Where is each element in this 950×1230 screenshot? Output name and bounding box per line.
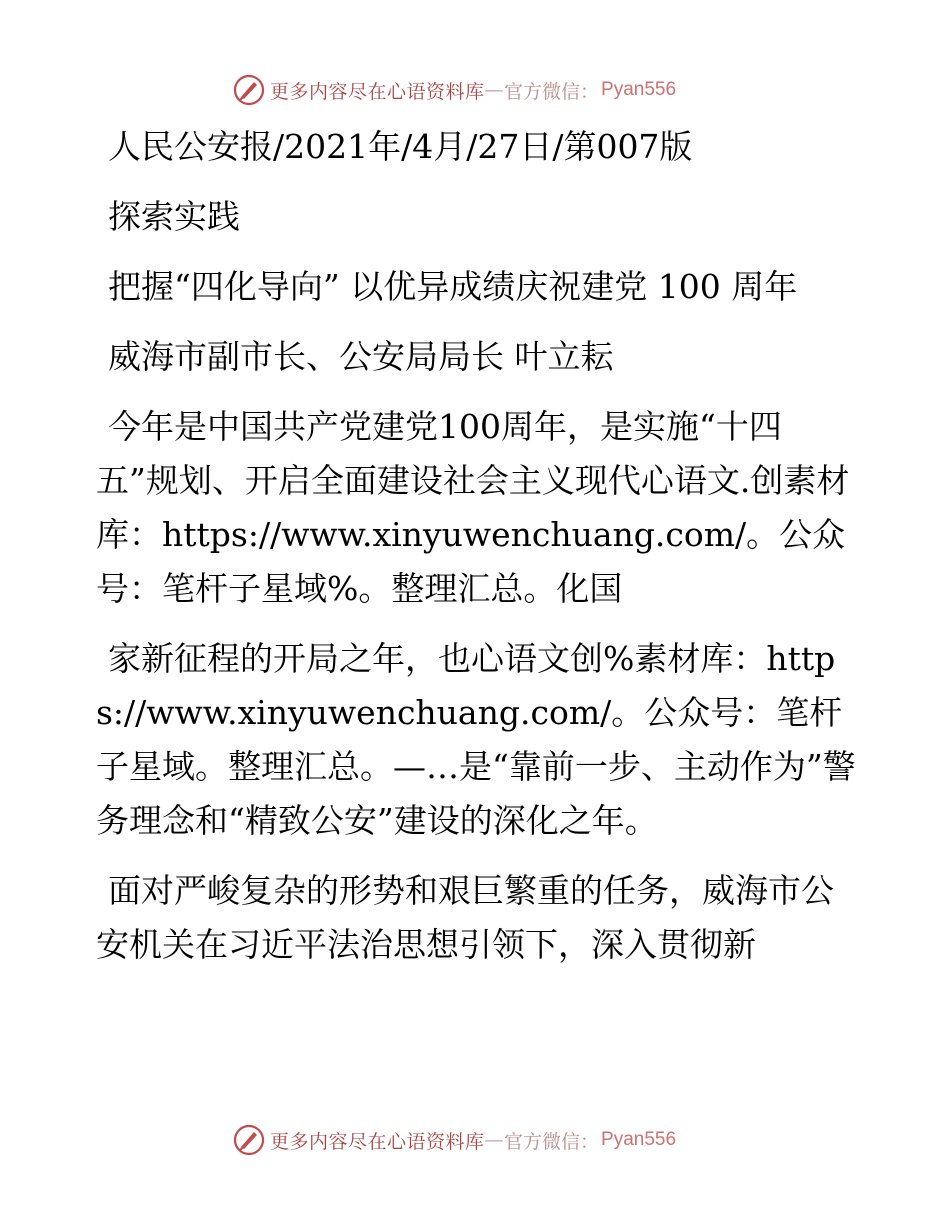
paragraph: 面对严峻复杂的形势和艰巨繁重的任务，威海市公安机关在习近平法治思想引领下，深入贯彻新 bbox=[96, 871, 834, 964]
source-line: 人民公安报/2021年/4月/27日/第007版 bbox=[108, 127, 693, 166]
author-line: 威海市副市长、公安局局长 叶立耘 bbox=[108, 337, 614, 376]
section-label: 探索实践 bbox=[108, 197, 240, 236]
watermark-wechat-label: 官方微信： bbox=[504, 80, 600, 103]
quill-seal-icon bbox=[232, 73, 266, 107]
watermark-wechat-label: 官方微信： bbox=[504, 1130, 600, 1153]
watermark-dash: — bbox=[484, 1129, 505, 1151]
watermark-wechat-id: Pyan556 bbox=[601, 1129, 677, 1150]
watermark-wechat-id: Pyan556 bbox=[601, 79, 677, 100]
paragraph: 家新征程的开局之年，也心语文创%素材库：https://www.xinyuwenchuang.com/。公众号：笔杆子星域。整理汇总。—…是“靠前一步、主动作为”警务理念和“精致公安”建设的深化之年。 bbox=[96, 639, 856, 840]
article-title: 把握“四化导向” 以优异成绩庆祝建党 100 周年 bbox=[108, 267, 798, 306]
watermark-text: 更多内容尽在心语资料库 bbox=[270, 80, 485, 103]
watermark-text: 更多内容尽在心语资料库 bbox=[270, 1130, 485, 1153]
watermark-dash: — bbox=[484, 79, 505, 101]
paragraph: 今年是中国共产党建党100周年，是实施“十四五”规划、开启全面建设社会主义现代心语文.创素材库：https://www.xinyuwenchuang.com/。公众号：笔杆子星域%。整理汇总。化国 bbox=[96, 407, 850, 608]
article-body bbox=[96, 120, 856, 988]
watermark-header bbox=[232, 72, 752, 108]
watermark-footer bbox=[232, 1122, 752, 1158]
quill-seal-icon bbox=[232, 1123, 266, 1157]
